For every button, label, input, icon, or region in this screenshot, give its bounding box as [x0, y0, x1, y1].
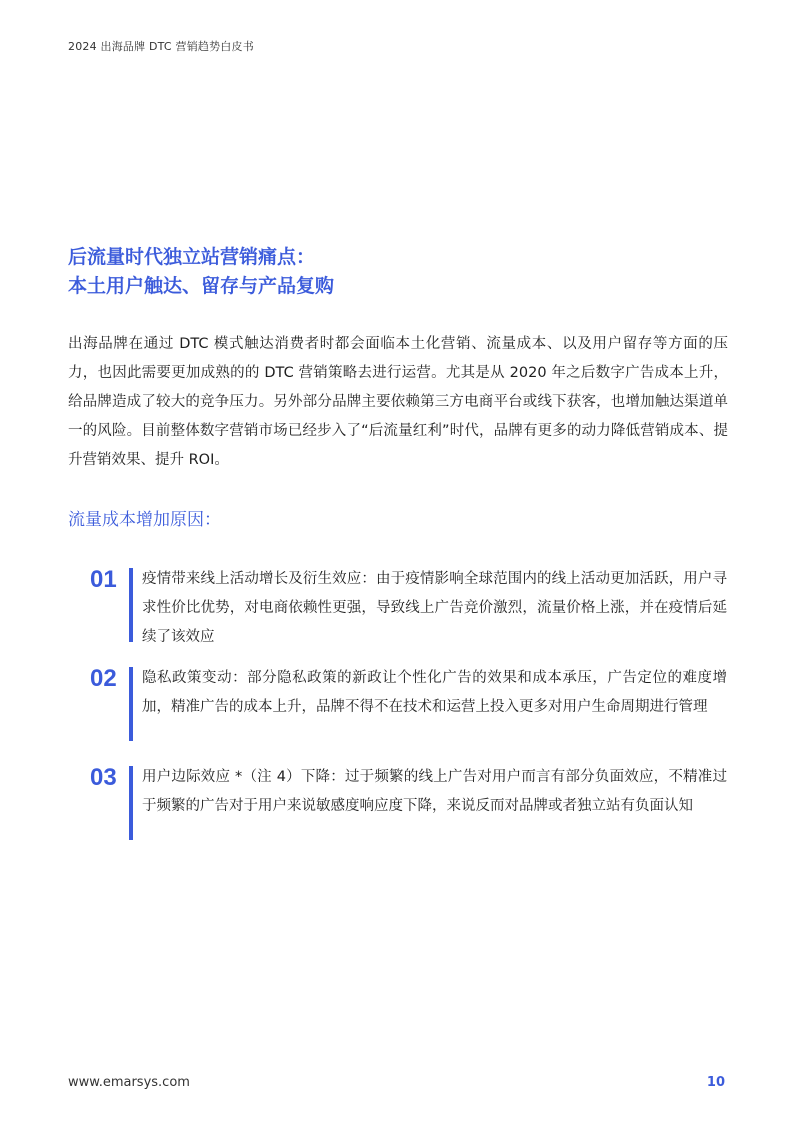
main-heading-line-2: 本土用户触达、留存与产品复购: [68, 275, 335, 297]
item-number: 02: [90, 665, 117, 692]
section-heading: 流量成本增加原因：: [68, 510, 221, 530]
footer-url: www.emarsys.com: [68, 1075, 190, 1090]
item-accent-bar: [129, 766, 133, 840]
main-heading: [68, 243, 728, 301]
page-number: 10: [706, 1075, 725, 1090]
item-text: 隐私政策变动：部分隐私政策的新政让个性化广告的效果和成本承压，广告定位的难度增加，精准广告的成本上升，品牌不得不在技术和运营上投入更多对用户生命周期进行管理: [142, 670, 727, 715]
intro-paragraph: 出海品牌在通过 DTC 模式触达消费者时都会面临本土化营销、流量成本、以及用户留存等方面的压力，也因此需要更加成熟的的 DTC 营销策略去进行运营。尤其是从 2020 年之后数字广告成本上升，给品牌造成了较大的竞争压力。另外部分品牌主要依赖第三方电商平台或线下获客，也增加触达渠道单一的风险。目前整体数字营销市场已经步入了“后流量红利”时代，品牌有更多的动力降低营销成本、提升营销效果、提升 ROI。: [68, 336, 728, 468]
item-number: 01: [90, 566, 117, 593]
item-accent-bar: [129, 667, 133, 741]
item-accent-bar: [129, 568, 133, 642]
item-text: 用户边际效应 *（注 4）下降：过于频繁的线上广告对用户而言有部分负面效应，不精准过于频繁的广告对于用户来说敏感度响应度下降，来说反而对品牌或者独立站有负面认知: [142, 769, 727, 814]
document-header-title: 2024 出海品牌 DTC 营销趋势白皮书: [68, 40, 254, 53]
item-text: 疫情带来线上活动增长及衍生效应：由于疫情影响全球范围内的线上活动更加活跃，用户寻求性价比优势，对电商依赖性更强，导致线上广告竞价激烈，流量价格上涨，并在疫情后延续了该效应: [142, 571, 727, 645]
main-heading-line-1: 后流量时代独立站营销痛点：: [68, 246, 316, 268]
item-number: 03: [90, 764, 117, 791]
